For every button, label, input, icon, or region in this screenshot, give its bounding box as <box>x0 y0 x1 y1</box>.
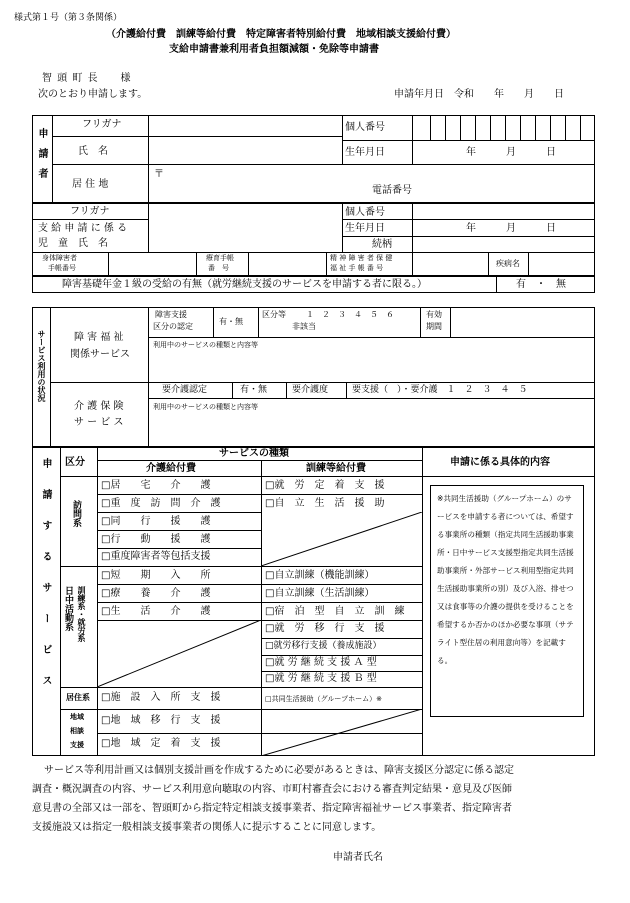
applicant-individual-number-label: 個人番号 <box>345 122 385 133</box>
services-side-label: 申請するサービス <box>40 458 51 706</box>
service-types-header: サービスの種類 <box>219 448 289 459</box>
checkbox-judo-homon[interactable]: □重 度 訪 問 介 護 <box>101 498 221 509</box>
applicant-birth-ymd: 年 月 日 <box>466 147 556 158</box>
residence-category: 居住系 <box>66 693 90 702</box>
day-category: 日中活動系 <box>63 586 73 631</box>
applicant-name-label: 氏 名 <box>78 146 108 157</box>
phone-label: 電話番号 <box>372 185 412 196</box>
welfare-in-use-label: 利用中のサービスの種類と内容等 <box>153 341 258 349</box>
child-relation-label: 続柄 <box>372 239 392 250</box>
pension-question: 障害基礎年金１級の受給の有無（就労継続支援のサービスを申請する者に限る。） <box>62 279 427 290</box>
application-date: 申請年月日 令和 年 月 日 <box>394 89 564 100</box>
child-individual-number-label: 個人番号 <box>345 207 385 218</box>
checkbox-keizoku-a[interactable]: □就 労 継 続 支 援 Ａ 型 <box>265 657 377 668</box>
mental-handbook-label1: 精 神 障 害 者 保 健 <box>330 254 393 262</box>
valid-label2: 期間 <box>426 322 442 331</box>
valid-label1: 有効 <box>426 310 442 319</box>
empty-cell-diagonal <box>97 620 261 687</box>
consent-line3: 意見書の全部又は一部を、智頭町から指定特定相談支援事業者、指定障害福祉サービス事業者、指定障害者 <box>32 803 512 814</box>
specific-content-header: 申請に係る具体的内容 <box>450 457 550 468</box>
group-home-note: ※共同生活援助（グループホーム）のサービスを申請する者については、希望する事業所の種類（指定共同生活援助事業所・日中サービス支援型指定共同生活援助事業所・外部サービス利用型指定共同生活援助事業所の別）及び入浴、排せつ又は食事等の介護の提供を受けることを希望するか否かのほか必要な事項（サテライト型住居の利用意向等）を記載する。 <box>430 485 584 717</box>
cert-yes-no: 有・無 <box>219 317 243 326</box>
disease-label: 疾病名 <box>496 259 520 268</box>
form-number: 様式第１号（第３条関係） <box>14 13 123 23</box>
care-levels: 要支援（ ）・要介護 １ ２ ３ ４ ５ <box>352 385 528 395</box>
usage-side-label: サービス利用の状況 <box>37 330 46 402</box>
cert-label1: 障害支援 <box>155 310 187 319</box>
child-label-line2: 児 童 氏 名 <box>38 238 108 249</box>
intro-text: 次のとおり申請します。 <box>38 89 148 100</box>
mental-handbook-label2: 福 祉 手 帳 番 号 <box>330 264 384 272</box>
checkbox-shisetsu-nyusho[interactable]: □施 設 入 所 支 援 <box>101 692 221 703</box>
care-in-use-label: 利用中のサービスの種類と内容等 <box>153 403 258 411</box>
pension-choice: 有 ・ 無 <box>516 279 566 290</box>
checkbox-seikatsu-kunren[interactable]: □自立訓練（生活訓練） <box>265 588 375 599</box>
empty-cell-diagonal <box>261 709 422 756</box>
day-subcategory: 訓練系・就労系 <box>77 586 86 642</box>
checkbox-shuro-iko-yosei[interactable]: □就労移行支援（養成施設） <box>265 641 382 651</box>
care-yes-no: 有・無 <box>240 385 268 395</box>
checkbox-group-home[interactable]: □共同生活援助（グループホーム）※ <box>265 695 382 703</box>
consent-line4: 支援施設又は指定一般相談支援事業者の関係人に提示することに同意します。 <box>32 822 382 833</box>
child-label-line1: 支 給 申 請 に 係 る <box>38 223 128 234</box>
checkbox-shuro-iko[interactable]: □就 労 移 行 支 援 <box>265 623 385 634</box>
checkbox-keizoku-b[interactable]: □就 労 継 続 支 援 Ｂ 型 <box>265 673 377 684</box>
community-category1: 地域 <box>70 713 84 721</box>
checkbox-tanki-nyusho[interactable]: □短 期 入 所 <box>101 570 211 581</box>
physical-handbook-label1: 身体障害者 <box>42 254 77 262</box>
community-category3: 支援 <box>70 741 84 749</box>
consent-line2: 調査・概況調査の内容、サービス利用意向聴取の内容、市町村審査会における審査判定結果・意見及び医師 <box>32 784 512 795</box>
checkbox-seikatsu-kaigo[interactable]: □生 活 介 護 <box>101 606 211 617</box>
checkbox-jiritsu-seikatsu[interactable]: □自 立 生 活 援 助 <box>265 498 385 509</box>
form-title-line2: 支給申請書兼利用者負担額減額・免除等申請書 <box>169 44 379 55</box>
checkbox-shukuhaku-kunren[interactable]: □宿 泊 型 自 立 訓 練 <box>265 606 405 617</box>
checkbox-shuro-teichaku[interactable]: □就 労 定 着 支 援 <box>265 480 385 491</box>
care-label1: 介 護 保 険 <box>74 401 124 412</box>
child-furigana-label: フリガナ <box>70 206 110 217</box>
class-not-applicable: 非該当 <box>292 322 316 331</box>
welfare-label2: 関係サービス <box>70 349 130 360</box>
checkbox-chiiki-teichaku[interactable]: □地 域 定 着 支 援 <box>101 738 221 749</box>
care-cert-label: 要介護認定 <box>162 385 208 395</box>
applicant-birth-label: 生年月日 <box>345 147 385 158</box>
child-birth-ymd: 年 月 日 <box>466 223 556 234</box>
child-birth-label: 生年月日 <box>345 223 385 234</box>
applicant-signature-label: 申請者氏名 <box>333 852 383 863</box>
kunren-header: 訓練等給付費 <box>306 463 366 474</box>
applicant-side-label: 申請者 <box>36 128 47 188</box>
care-label2: サ ー ビ ス <box>74 417 124 428</box>
class-label: 区分等 <box>262 310 286 319</box>
ryoiku-handbook-label1: 療育手帳 <box>206 254 234 262</box>
physical-handbook-label2: 手帳番号 <box>48 264 76 272</box>
ryoiku-handbook-label2: 番 号 <box>208 264 229 272</box>
applicant-address-label: 居 住 地 <box>72 179 109 190</box>
postal-mark: 〒 <box>154 169 164 180</box>
kaigo-header: 介護給付費 <box>146 463 196 474</box>
empty-cell-diagonal <box>261 512 422 566</box>
welfare-label1: 障 害 福 祉 <box>74 332 124 343</box>
community-category2: 相談 <box>70 727 84 735</box>
applicant-furigana-label: フリガナ <box>82 119 122 130</box>
checkbox-doko-engo[interactable]: □同 行 援 護 <box>101 516 211 527</box>
home-category: 訪問系 <box>71 500 81 527</box>
cert-label2: 区分の認定 <box>153 322 193 331</box>
checkbox-ryoyo-kaigo[interactable]: □療 養 介 護 <box>101 588 211 599</box>
form-title-line1: （介護給付費 訓練等給付費 特定障害者特別給付費 地域相談支援給付費） <box>106 29 456 40</box>
checkbox-kino-kunren[interactable]: □自立訓練（機能訓練） <box>265 570 375 581</box>
category-header: 区分 <box>65 457 85 468</box>
class-numbers: １ ２ ３ ４ ５ ６ <box>306 310 394 319</box>
checkbox-hokatsu-shien[interactable]: □重度障害者等包括支援 <box>101 551 211 562</box>
checkbox-kyotaku[interactable]: □居 宅 介 護 <box>101 480 211 491</box>
care-degree-label: 要介護度 <box>292 385 329 395</box>
checkbox-kodo-engo[interactable]: □行 動 援 護 <box>101 534 211 545</box>
checkbox-chiiki-iko[interactable]: □地 域 移 行 支 援 <box>101 715 221 726</box>
addressee: 智 頭 町 長 様 <box>42 73 132 84</box>
consent-line1: サービス等利用計画又は個別支援計画を作成するために必要があるときは、障害支援区分認定に係る認定 <box>44 765 514 776</box>
